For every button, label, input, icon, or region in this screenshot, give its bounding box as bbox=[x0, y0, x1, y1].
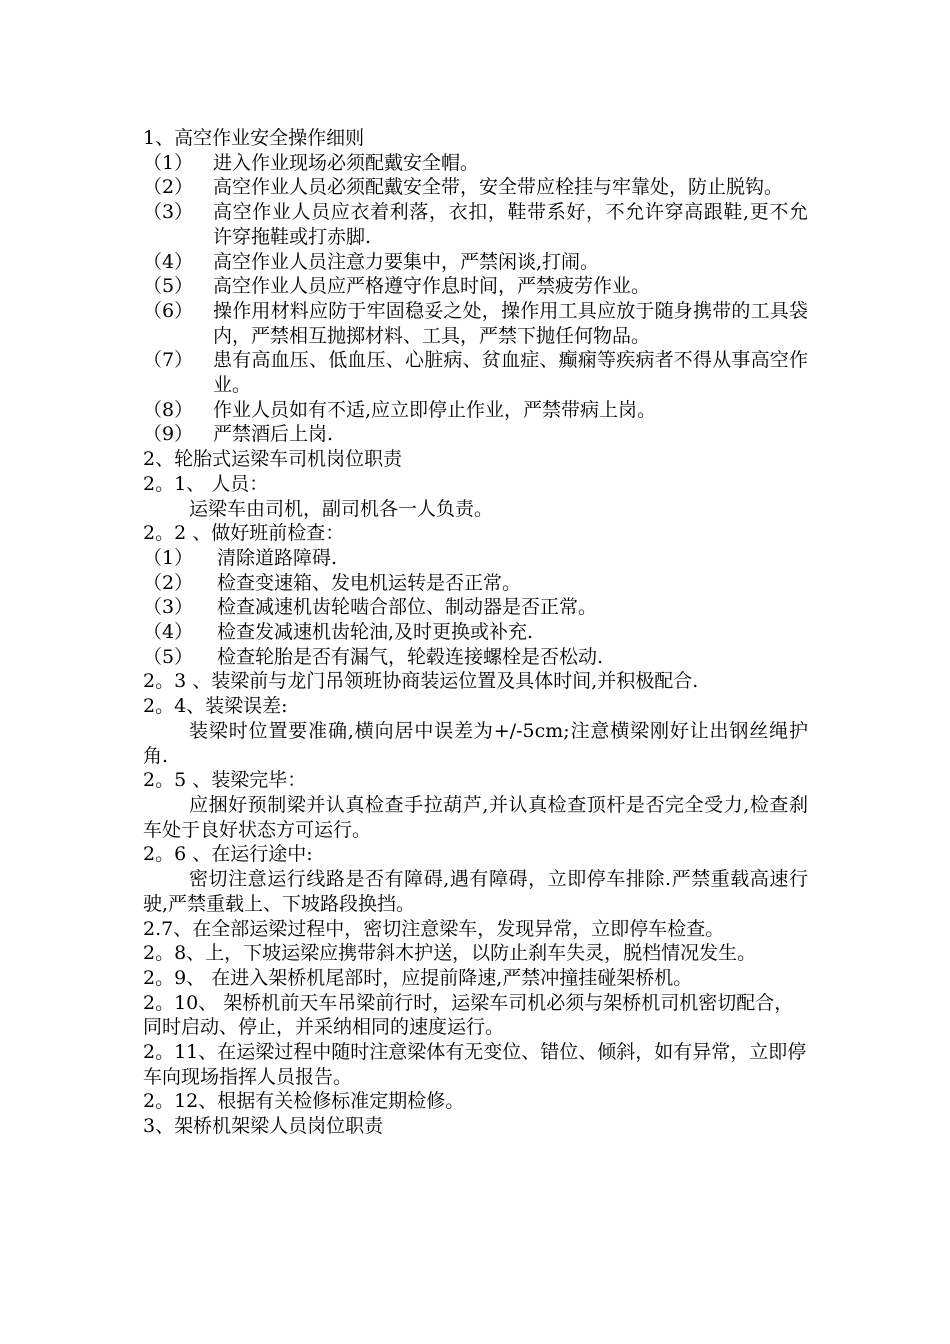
list-item-text: 检查轮胎是否有漏气，轮毂连接螺栓是否松动. bbox=[217, 645, 604, 668]
subsection-2-1-title: 2。1、 人员： bbox=[143, 472, 269, 495]
subsection-2-8: 2。8、上，下坡运梁应携带斜木护送，以防止刹车失灵，脱档情况发生。 bbox=[143, 942, 757, 965]
list-item-text: 检查发减速机齿轮油,及时更换或补充. bbox=[217, 621, 534, 644]
subsection-2-6-body: 密切注意运行线路是否有障碍,遇有障碍，立即停车排除.严禁重载高速行驶,严禁重载上、下坡路段换挡。 bbox=[143, 868, 808, 915]
list-item-text: 严禁酒后上岗. bbox=[213, 423, 334, 446]
list-item-number: （8） bbox=[143, 398, 194, 421]
subsection-2-2-title: 2。2 、做好班前检查： bbox=[143, 522, 345, 545]
section-1-heading: 1、高空作业安全操作细则 bbox=[143, 127, 365, 149]
list-item-text: 高空作业人员必须配戴安全带，安全带应栓挂与牢靠处，防止脱钩。 bbox=[213, 176, 784, 199]
list-item bbox=[143, 175, 808, 200]
subsection-2-10: 2。10、 架桥机前天车吊梁前行时，运梁车司机必须与架桥机司机密切配合，同时启动、停止，并采纳相同的速度运行。 bbox=[143, 991, 794, 1039]
subsection-2-11: 2。11、在运梁过程中随时注意梁体有无变位、错位、倾斜，如有异常，立即停车向现场指挥人员报告。 bbox=[143, 1041, 807, 1088]
subsection-2-3: 2。3 、装梁前与龙门吊领班协商装运位置及具体时间,并积极配合. bbox=[143, 670, 699, 693]
list-item-number: （4） bbox=[143, 621, 194, 644]
list-item-text: 清除道路障碍. bbox=[217, 546, 338, 569]
list-item-number: （5） bbox=[143, 275, 194, 298]
list-item-number: （3） bbox=[143, 596, 194, 619]
list-item-text: 高空作业人员注意力要集中，严禁闲谈,打闹。 bbox=[213, 250, 600, 273]
section-2-heading: 2、轮胎式运梁车司机岗位职责 bbox=[143, 448, 403, 471]
subsection-2-4-title: 2。4、装梁误差: bbox=[143, 695, 288, 718]
list-item bbox=[143, 595, 808, 620]
list-item-number: （1） bbox=[143, 151, 194, 174]
list-item-number: （5） bbox=[143, 645, 194, 668]
list-item bbox=[143, 620, 808, 645]
subsection-2-1-body: 运梁车由司机，副司机各一人负责。 bbox=[189, 497, 494, 520]
list-item-text: 检查变速箱、发电机运转是否正常。 bbox=[217, 571, 522, 594]
subsection-2-4-body: 装梁时位置要准确,横向居中误差为+/-5cm;注意横梁刚好让出钢丝绳护角. bbox=[143, 719, 808, 767]
subsection-2-7: 2.7、在全部运梁过程中，密切注意梁车，发现异常，立即停车检查。 bbox=[143, 917, 725, 940]
list-item-number: （6） bbox=[143, 299, 194, 322]
subsection-2-9: 2。9、 在进入架桥机尾部时，应提前降速,严禁冲撞挂碰架桥机。 bbox=[143, 966, 693, 989]
list-item bbox=[143, 546, 808, 571]
list-item-text: 高空作业人员应衣着利落，衣扣，鞋带系好，不允许穿高跟鞋,更不允许穿拖鞋或打赤脚. bbox=[213, 201, 808, 248]
list-item bbox=[143, 299, 808, 348]
list-item bbox=[143, 348, 808, 397]
list-item-number: （2） bbox=[143, 176, 194, 199]
subsection-2-5-title: 2。5 、装梁完毕： bbox=[143, 769, 307, 792]
list-item-text: 检查减速机齿轮啮合部位、制动器是否正常。 bbox=[217, 596, 598, 619]
document-body bbox=[143, 126, 808, 1139]
list-item-number: （4） bbox=[143, 250, 194, 273]
list-item-text: 进入作业现场必须配戴安全帽。 bbox=[213, 151, 480, 174]
list-item-text: 患有高血压、低血压、心脏病、贫血症、癫痫等疾病者不得从事高空作业。 bbox=[213, 349, 808, 397]
list-item-number: （7） bbox=[143, 349, 194, 372]
list-item bbox=[143, 645, 808, 670]
list-item-number: （1） bbox=[143, 546, 194, 569]
list-item bbox=[143, 422, 808, 447]
list-item bbox=[143, 571, 808, 596]
list-item-text: 高空作业人员应严格遵守作息时间，严禁疲劳作业。 bbox=[213, 275, 651, 298]
list-item bbox=[143, 274, 808, 299]
list-item bbox=[143, 151, 808, 176]
list-item bbox=[143, 398, 808, 423]
list-item-number: （3） bbox=[143, 201, 194, 224]
list-item-number: （2） bbox=[143, 571, 194, 594]
subsection-2-6-title: 2。6 、在运行途中: bbox=[143, 843, 313, 866]
list-item bbox=[143, 200, 808, 249]
list-item bbox=[143, 250, 808, 275]
subsection-2-5-body: 应捆好预制梁并认真检查手拉葫芦,并认真检查顶杆是否完全受力,检查刹车处于良好状态方可运行。 bbox=[143, 793, 808, 841]
subsection-2-12: 2。12、根据有关检修标准定期检修。 bbox=[143, 1090, 465, 1113]
list-item-number: （9） bbox=[143, 423, 194, 446]
list-item-text: 作业人员如有不适,应立即停止作业，严禁带病上岗。 bbox=[213, 398, 657, 421]
list-item-text: 操作用材料应防于牢固稳妥之处，操作用工具应放于随身携带的工具袋内，严禁相互抛掷材料、工具，严禁下抛任何物品。 bbox=[213, 299, 808, 347]
section-3-heading: 3、架桥机架梁人员岗位职责 bbox=[143, 1115, 384, 1138]
